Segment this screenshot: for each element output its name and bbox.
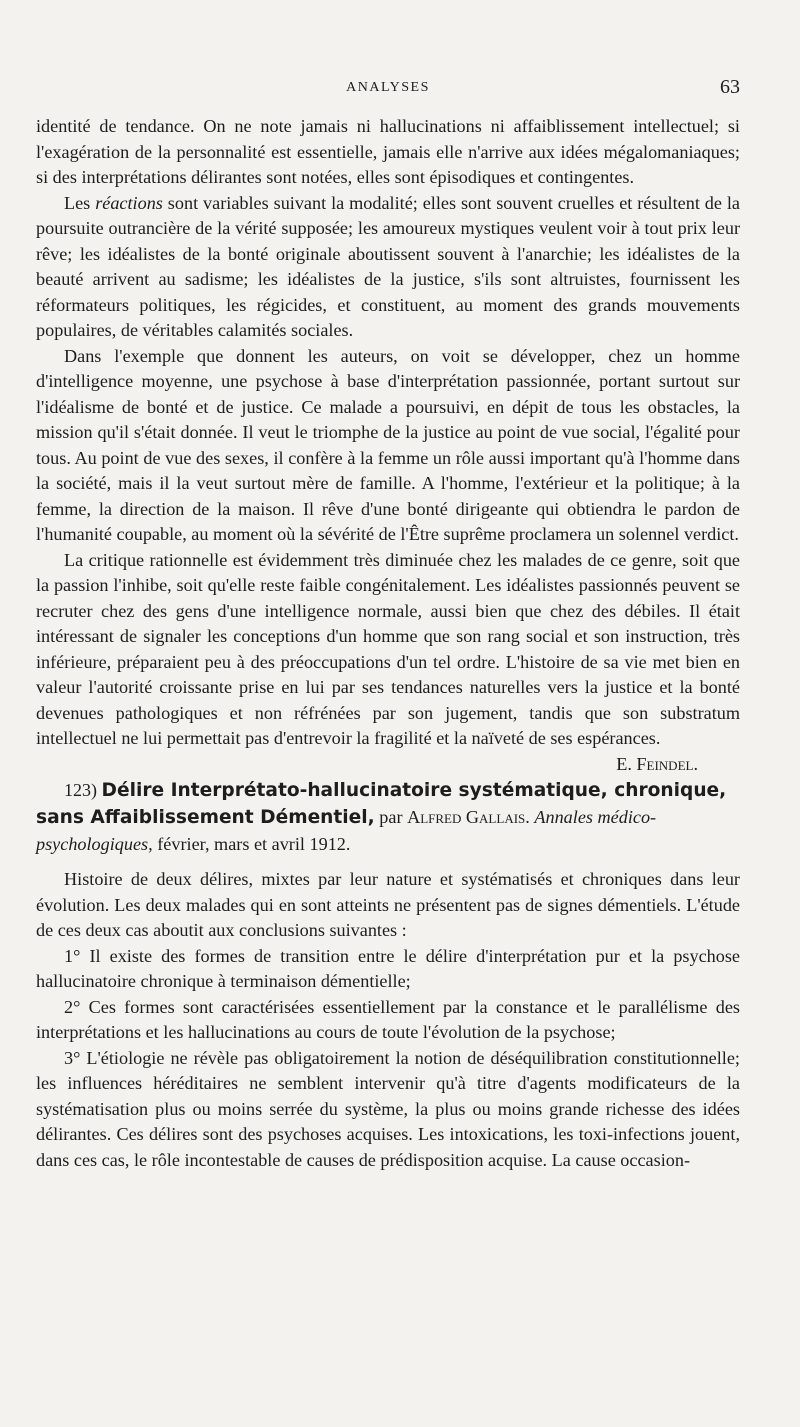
paragraph-body: sont variables suivant la modalité; elles sont souvent cruelles et résultent de la poursuite outrancière de la vérité supposée; les amoureux mystiques veulent voir à tout prix leur rêve; les idéalistes de la bonté originale aboutissent souvent à l'anarchie; les idéalistes de la beauté arrivent au sadisme; les idéalistes de la justice, s'ils sont altruistes, fournissent les réformateurs politiques, les régicides, et constituent, au moment des grands mouvements populaires, de véritables calamités sociales. — [36, 192, 741, 340]
review-author: Alfred Gallais. — [407, 807, 530, 827]
paragraph-reactions — [36, 191, 740, 344]
review-by: par — [374, 807, 408, 827]
conclusion-item-3: 3° L'étiologie ne révèle pas obligatoirement la notion de déséquilibration constitutionnelle; les influences héréditaires ne semblent intervenir qu'à titre d'agents modificateurs de la systématisation plus ou moins serrée du système, la plus ou moins grande richesse des idées délirantes. Ces délires sont des psychoses acquises. Les intoxications, les toxi-infections jouent, dans ces cas, le rôle incontestable de causes de prédisposition acquise. La cause occasion- — [36, 1047, 740, 1170]
page-header — [36, 76, 740, 100]
paragraph-example: Dans l'exemple que donnent les auteurs, on voit se développer, chez un homme d'intelligence moyenne, une psychose à base d'interprétation passionnée, portant surtout sur l'idéalisme de bonté et de justice. Ce malade a poursuivi, en dépit de tous les obstacles, la mission qu'il s'était donnée. Il veut le triomphe de la justice au point de vue social, l'égalité pour tous. Au point de vue des sexes, il confère à la femme un rôle aussi important qu'à l'homme dans la société, mais il la veut surtout mère de famille. A l'homme, l'extérieur et la politique; à la femme, la direction de la maison. Il rêve d'une bonté dirigeante qui obtiendra le pardon de l'humanité coupable, au moment où la sévérité de l'Être suprême proclamera un solennel verdict. — [36, 345, 740, 544]
body-text — [36, 114, 740, 1173]
paragraph-critique: La critique rationnelle est évidemment très diminuée chez les malades de ce genre, soit que la passion l'inhibe, soit qu'elle reste faible congénitalement. Les idéalistes passionnés peuvent se recruter chez des gens d'une intelligence normale, aussi bien que chez des débiles. Il était intéressant de signaler les conceptions d'un homme que son rang social et son instruction, très inférieure, préparaient peu à des préoccupations d'un tel ordre. L'histoire de sa vie met bien en valeur l'autorité croissante prise en lui par ses tendances naturelles vers la justice et la bonté devenues pathologiques et non réfrénées par son jugement, tandis que son substratum intellectuel ne lui permettait pas d'entrevoir la fragilité et la naïveté de ses espérances. — [36, 549, 740, 748]
review-date: février, mars et avril 1912. — [152, 834, 351, 854]
review-intro: Histoire de deux délires, mixtes par leur nature et systématisés et chroniques dans leur évolution. Les deux malades qui en sont atteints ne présentent pas de signes démentiels. L'étude de ces deux cas aboutit aux conclusions suivantes : — [36, 869, 740, 940]
review-journal: Annales médico-psychologiques, — [36, 807, 657, 854]
running-title: ANALYSES — [346, 80, 430, 95]
conclusion-item-1: 1° Il existe des formes de transition entre le délire d'interprétation pur et la psychose hallucinatoire chronique à terminaison démentielle; — [36, 945, 740, 991]
conclusion-item-2: 2° Ces formes sont caractérisées essentiellement par la constance et le parallélisme des interprétations et les hallucinations au cours de toute l'évolution de la psychose; — [36, 996, 740, 1042]
signature-line — [36, 752, 740, 778]
review-heading — [36, 777, 740, 857]
page-number: 63 — [720, 76, 740, 98]
paragraph-continuation: identité de tendance. On ne note jamais ni hallucinations ni affaiblissement intellectuel; si l'exagération de la personnalité est essentielle, jamais elle n'arrive aux idées mégalomaniaques; si des interprétations délirantes sont notées, elles sont épisodiques et contingentes. — [36, 116, 740, 187]
emphasis-reactions: réactions — [95, 192, 163, 213]
paragraph-lead: Les — [64, 192, 96, 213]
author-signature: E. Feindel. — [616, 753, 698, 774]
review-title: Délire Interprétato-hallucinatoire systématique, chronique, sans Affaiblissement Démentiel, — [36, 780, 727, 828]
review-number: 123) — [64, 780, 97, 800]
